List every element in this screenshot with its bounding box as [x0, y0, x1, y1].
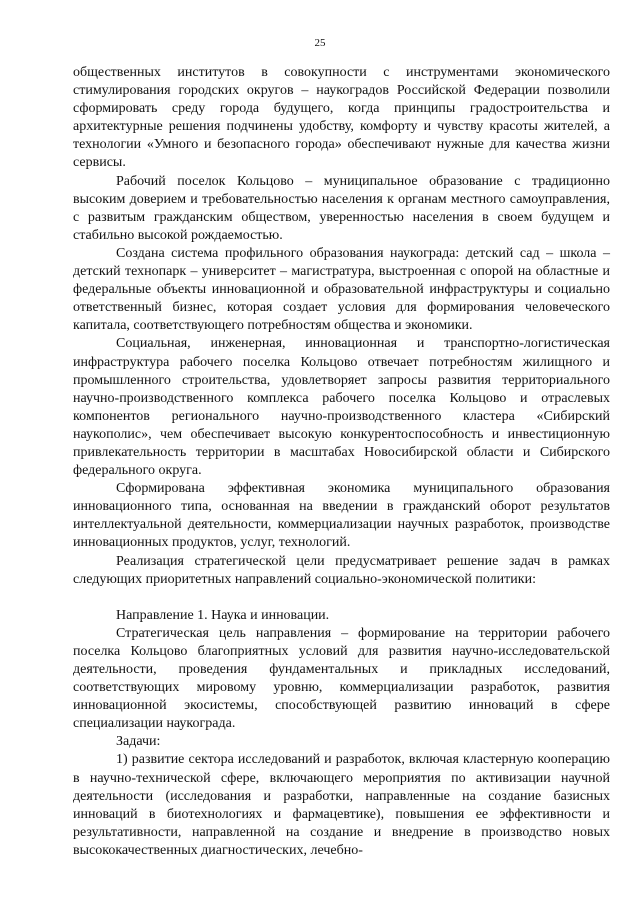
paragraph-economy: Сформирована эффективная экономика муниципального образования инновационного типа, основанная на введении в гражданский оборот результатов интеллектуальной деятельности, коммерциализации научных разработок, производстве инновационных продуктов, услуг, технологий. [73, 481, 610, 551]
page-body [73, 64, 610, 860]
task-item-1: 1) развитие сектора исследований и разработок, включая кластерную кооперацию в научно-технической сфере, включающего мероприятия по активизации научной деятельности (исследования и разработки, направленные на создание базисных инноваций в биотехнологиях и фармацевтике), повышения ее эффективности и результативности, направленной на создание и внедрение в производство новых высококачественных диагностических, лечебно- [73, 752, 610, 858]
paragraph-education-system: Создана система профильного образования наукограда: детский сад – школа – детский технопарк – университет – магистратура, выстроенная с опорой на областные и федеральные объекты инновационной и образовательной инфраструктуры и социально ответственный бизнес, которая создает условия для формирования человеческого капитала, соответствующего потребностям общества и экономики. [73, 245, 610, 334]
paragraph-koltsovo-municipality: Рабочий поселок Кольцово – муниципальное образование с традиционно высоким доверием и требовательностью населения к органам местного самоуправления, с развитым гражданским обществом, уверенностью населения в своем будущем и стабильно высокой рождаемостью. [73, 173, 610, 243]
paragraph-infrastructure: Социальная, инженерная, инновационная и транспортно-логистическая инфраструктура рабочего поселка Кольцово отвечает потребностям жилищного и промышленного строительства, удовлетворяет запросы развития территориального научно-производственного комплекса рабочего поселка Кольцово и отраслевых компонентов регионального научно-производственного кластера «Сибирский наукополис», чем обеспечивает высокую конкурентоспособность и инвестиционную привлекательность территории в масштабах Новосибирской области и Сибирского федерального округа. [73, 336, 610, 479]
paragraph-direction-goal: Стратегическая цель направления – формирование на территории рабочего поселка Кольцово благоприятных условий для развития научно-исследовательской деятельности, проведения фундаментальных и прикладных исследований, соответствующих мировому уровню, коммерциализации разработок, развития инновационной экосистемы, способствующей развитию инноваций в сфере специализации наукограда. [73, 625, 610, 732]
tasks-heading: Задачи: [116, 734, 161, 750]
paragraph-strategic-goal: Реализация стратегической цели предусматривает решение задач в рамках следующих приоритетных направлений социально-экономической политики: [73, 553, 610, 587]
paragraph-continuation: общественных институтов в совокупности с инструментами экономического стимулирования городских округов – наукоградов Российской Федерации позволили сформировать среду города будущего, когда принципы градостроительства и архитектурные решения подчинены удобству, комфорту и чувству красоты жителей, а технологии «Умного и безопасного города» обеспечивают нужные для качества жизни сервисы. [73, 65, 610, 171]
page-number: 25 [314, 37, 326, 49]
section-heading-direction-1: Направление 1. Наука и инновации. [116, 607, 330, 623]
